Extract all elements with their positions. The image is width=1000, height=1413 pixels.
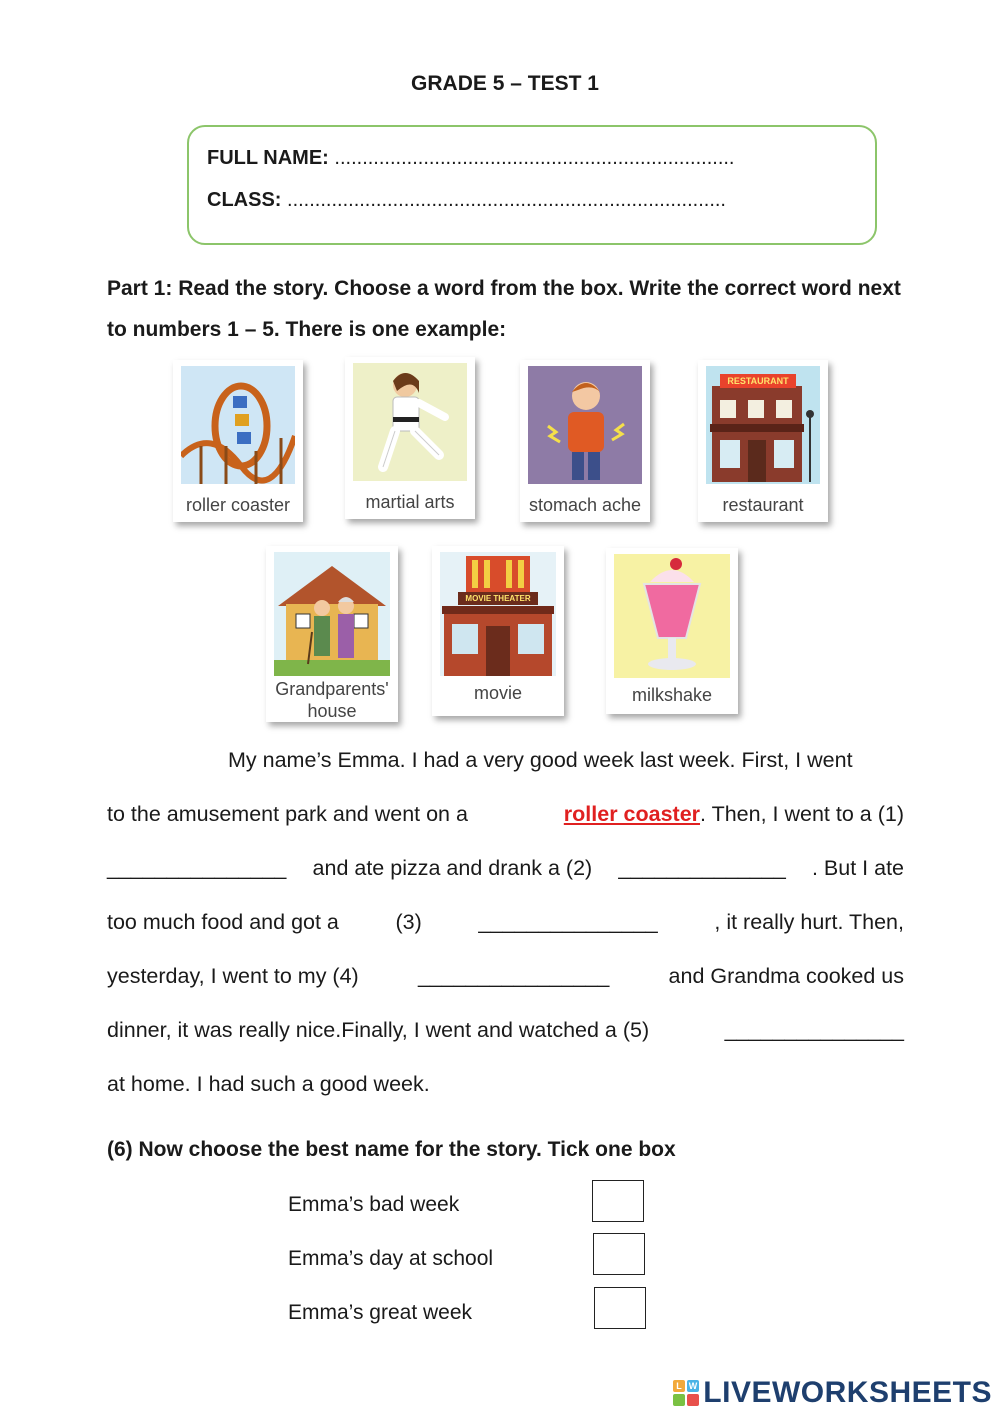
class-label: CLASS: (207, 189, 282, 211)
picture-label: roller coaster (185, 495, 291, 515)
picture-card-roller-coaster (173, 360, 303, 522)
story-text: My name’s Emma. I had a very good week last week. First, I went (228, 747, 853, 772)
picture-card-restaurant (698, 360, 828, 522)
story-line-7 (107, 1057, 904, 1111)
liveworksheets-logo (673, 1376, 992, 1410)
restaurant-sign: RESTAURANT (720, 374, 796, 388)
option-bad-week: Emma’s bad week (288, 1193, 460, 1216)
picture-label: Grandparents' house (275, 679, 389, 721)
full-name-label: FULL NAME: (207, 147, 329, 169)
story-line-1 (107, 733, 904, 787)
part1-instruction: Part 1: Read the story. Choose a word from the box. Write the correct word next to numbers 1 – 5. There is one example: (107, 277, 901, 341)
option-great-week: Emma’s great week (288, 1301, 473, 1324)
roller-coaster-icon (181, 366, 295, 484)
story-line-5 (107, 949, 904, 1003)
story-line-3 (107, 841, 904, 895)
story-text: and ate pizza and drank a (2) (312, 855, 593, 880)
story-text: dinner, it was really nice.Finally, I went and watched a (5) (107, 1017, 650, 1042)
class-field[interactable] (207, 189, 726, 212)
watermark-text: LIVEWORKSHEETS (703, 1376, 992, 1409)
picture-label: restaurant (722, 495, 804, 515)
logo-blocks-icon: L W (673, 1380, 699, 1406)
stomach-ache-icon (528, 366, 642, 484)
blank-4[interactable]: ________________ (417, 963, 610, 988)
martial-arts-icon (353, 363, 467, 481)
tick-box-day-at-school[interactable] (593, 1233, 645, 1275)
movie-theater-sign: MOVIE THEATER (458, 592, 538, 605)
picture-card-stomach-ache (520, 360, 650, 522)
blank-3[interactable]: _______________ (478, 909, 658, 934)
student-info-box (187, 125, 877, 245)
story-line-2 (107, 787, 904, 841)
tick-box-great-week[interactable] (594, 1287, 646, 1329)
grandparents-house-icon (274, 552, 390, 676)
story-text: yesterday, I went to my (4) (107, 963, 359, 988)
blank-2[interactable]: ______________ (618, 855, 786, 880)
story-text: , it really hurt. Then, (714, 909, 904, 934)
movie-theater-icon (440, 552, 556, 676)
story-line-4 (107, 895, 904, 949)
story-text: . Then, I went to a (1) (700, 801, 904, 826)
class-dots: ............................................................................... (287, 189, 726, 211)
story-text: . But I ate (811, 855, 904, 880)
story-text: and Grandma cooked us (668, 963, 904, 988)
story-text: to the amusement park and went on a (107, 801, 468, 826)
picture-card-movie (432, 546, 564, 716)
picture-label: movie (473, 683, 522, 703)
picture-label: milkshake (631, 685, 713, 705)
story-text: at home. I had such a good week. (107, 1071, 430, 1096)
story-text: too much food and got a (107, 909, 339, 934)
full-name-field[interactable] (207, 147, 734, 170)
restaurant-icon (706, 366, 820, 484)
picture-label: stomach ache (528, 495, 642, 515)
picture-card-grandparents-house (266, 546, 398, 722)
blank-5[interactable]: _______________ (724, 1017, 904, 1042)
milkshake-icon (614, 554, 730, 678)
blank-1[interactable]: _______________ (107, 855, 287, 880)
story-line-6 (107, 1003, 904, 1057)
question-6-instruction: (6) Now choose the best name for the story. Tick one box (107, 1138, 676, 1161)
page-title: GRADE 5 – TEST 1 (411, 72, 599, 95)
example-answer: roller coaster (563, 801, 701, 826)
full-name-dots: ........................................................................ (334, 147, 735, 169)
tick-box-bad-week[interactable] (592, 1180, 644, 1222)
story-text: (3) (395, 909, 422, 934)
picture-label: martial arts (365, 492, 455, 512)
picture-card-martial-arts (345, 357, 475, 519)
option-day-at-school: Emma’s day at school (288, 1247, 494, 1270)
picture-card-milkshake (606, 548, 738, 714)
